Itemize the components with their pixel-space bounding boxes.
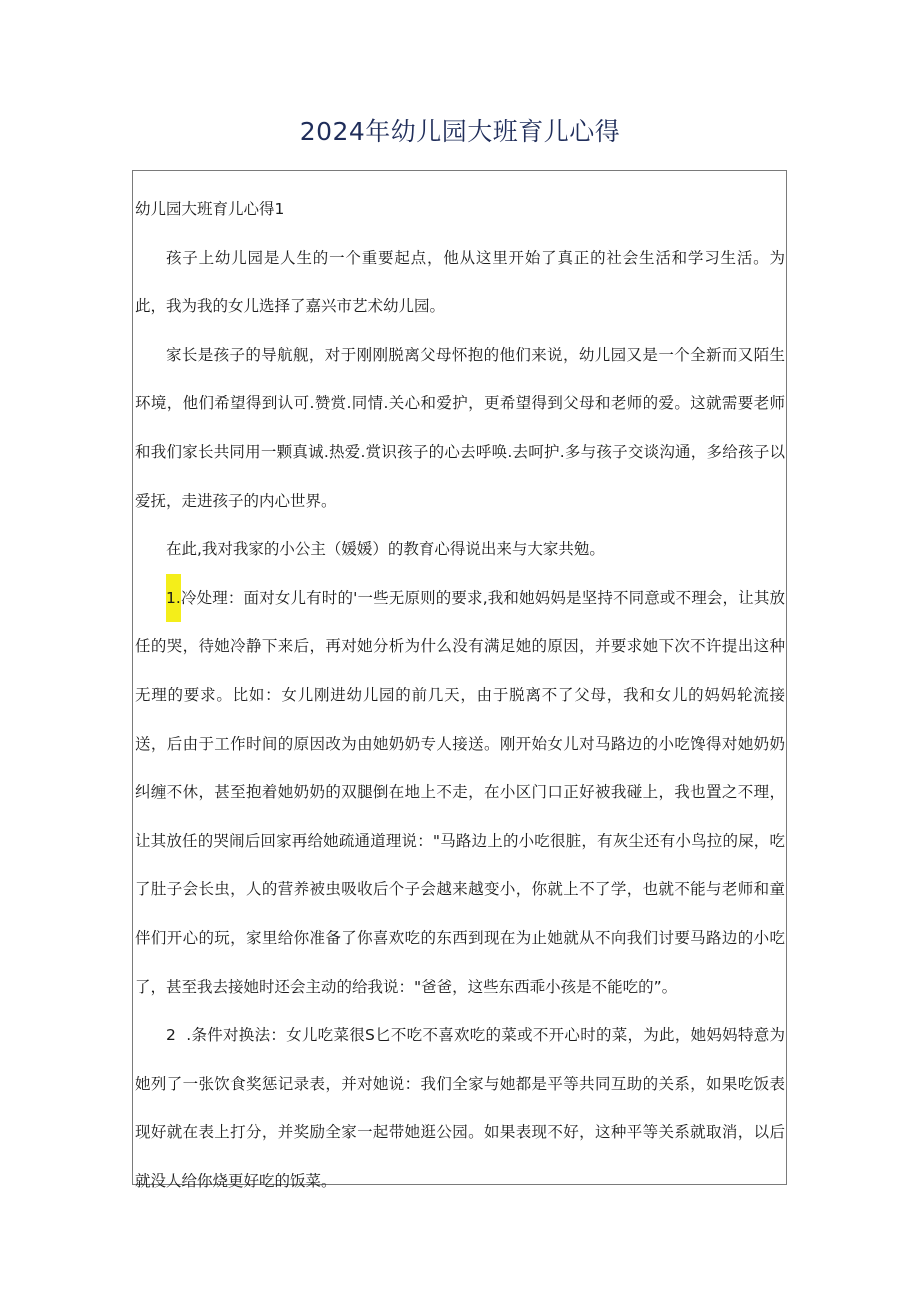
content-frame [132,170,787,1190]
highlighted-list-marker: 1. [166,574,181,622]
paragraph-2: 家长是孩子的导航舰，对于刚刚脱离父母怀抱的他们来说，幼儿园又是一个全新而又陌生环境，他们希望得到认可.赞赏.同情.关心和爱护，更希望得到父母和老师的爱。这就需要老师和我们家长共同用一颗真诚.热爱.赏识孩子的心去呼唤.去呵护.多与孩子交谈沟通，多给孩子以爱抚，走进孩子的内心世界。 [135,345,785,510]
page-title: 2024年幼儿园大班育儿心得 [299,117,621,146]
paragraph-3: 在此,我对我家的小公主（媛媛）的教育心得说出来与大家共勉。 [166,540,605,559]
paragraph-1: 孩子上幼儿园是人生的一个重要起点，他从这里开始了真正的社会生活和学习生活。为此，我为我的女儿选择了嘉兴市艺术幼儿园。 [135,248,785,316]
paragraph-4 [135,574,785,1011]
section-heading: 幼儿园大班育儿心得1 [135,200,285,218]
paragraph-5-text: .条件对换法：女儿吃菜很S匕不吃不喜欢吃的菜或不开心时的菜，为此，她妈妈特意为她列了一张饮食奖惩记录表，并对她说：我们全家与她都是平等共同互助的关系，如果吃饭表现好就在表上打分，并奖励全家一起带她逛公园。如果表现不好，这种平等关系就取消，以后就没人给你烧更好吃的饭菜。 [135,1026,785,1190]
paragraph-4-text: 冷处理：面对女儿有时的'一些无原则的要求,我和她妈妈是坚持不同意或不理会，让其放任的哭，待她冷静下来后，再对她分析为什么没有满足她的原因，并要求她下次不许提出这种无理的要求。比如：女儿刚进幼儿园的前几天，由于脱离不了父母，我和女儿的妈妈轮流接送，后由于工作时间的原因改为由她奶奶专人接送。刚开始女儿对马路边的小吃馋得对她奶奶纠缠不休，甚至抱着她奶奶的双腿倒在地上不走，在小区门口正好被我碰上，我也置之不理，让其放任的哭闹后回家再给她疏通道理说："马路边上的小吃很脏，有灰尘还有小鸟拉的屎，吃了肚子会长虫，人的营养被虫吸收后个子会越来越变小，你就上不了学，也就不能与老师和童伴们开心的玩，家里给你准备了你喜欢吃的东西到现在为止她就从不向我们讨要马路边的小吃了，甚至我去接她时还会主动的给我说："爸爸，这些东西乖小孩是不能吃的”。 [135,588,785,996]
list-marker: 2 [166,1026,176,1045]
paragraph-5 [135,1011,785,1205]
document-body [135,185,785,1205]
